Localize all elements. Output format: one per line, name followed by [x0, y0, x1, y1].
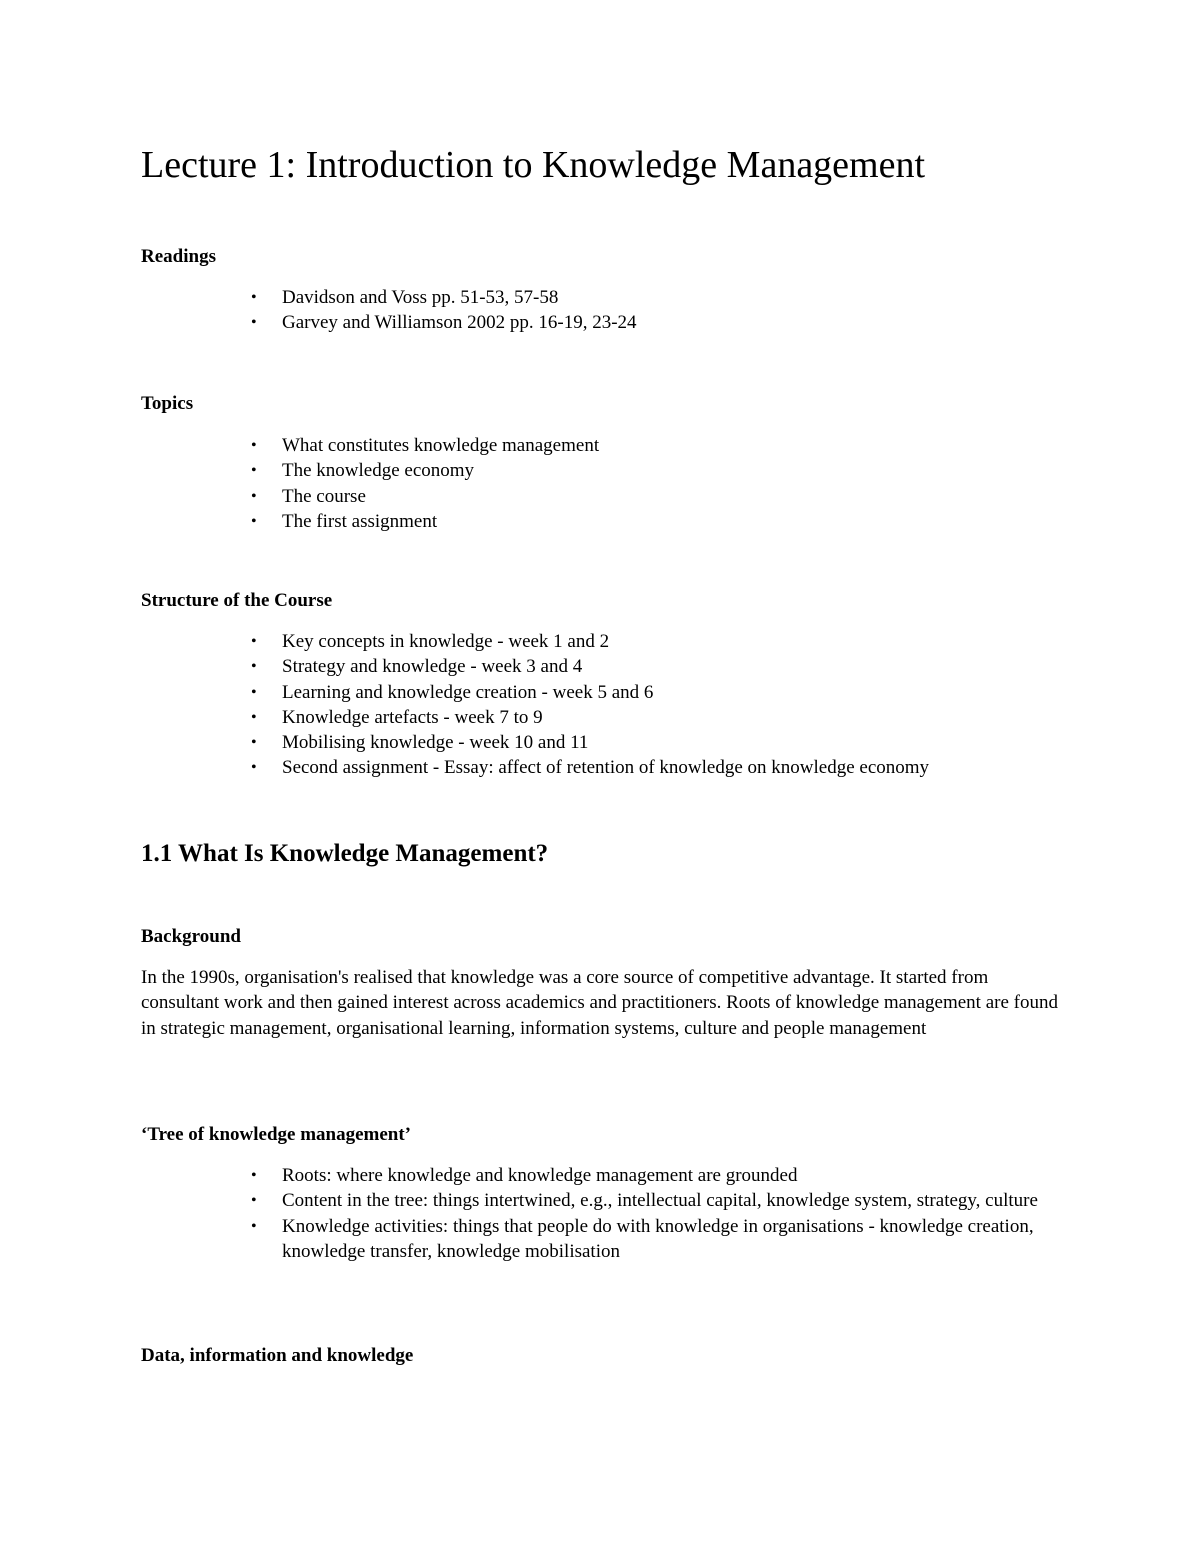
bullet-icon: • [251, 314, 257, 332]
list-item [0, 509, 1200, 534]
list-item [0, 484, 1200, 509]
list-item [0, 730, 1200, 755]
bullet-icon: • [251, 683, 257, 701]
bullet-icon: • [251, 1167, 257, 1184]
list-item-text: Knowledge artefacts - week 7 to 9 [282, 706, 543, 728]
list-item [0, 1163, 1200, 1188]
bullet-icon: • [251, 658, 257, 676]
list-item [0, 1188, 1200, 1213]
list-item-text: Knowledge activities: things that people do with knowledge in organisations - knowledge creation, knowledge transfer, knowledge mobilisation [282, 1215, 1034, 1262]
list-item-text: The first assignment [282, 510, 438, 532]
list-item-text: Mobilising knowledge - week 10 and 11 [282, 732, 589, 754]
bullet-icon: • [251, 487, 257, 505]
list-item [0, 629, 1200, 654]
bullet-icon: • [251, 1217, 257, 1235]
document-title: Lecture 1: Introduction to Knowledge Management [141, 144, 926, 186]
tree-list [0, 1163, 1200, 1264]
list-item [0, 680, 1200, 705]
list-item-text: Content in the tree: things intertwined, e.g., intellectual capital, knowledge system, strategy, culture [282, 1190, 1038, 1212]
list-item [0, 285, 1200, 310]
bullet-icon: • [251, 462, 257, 480]
list-item [0, 433, 1200, 458]
bullet-icon: • [251, 289, 257, 306]
bullet-icon: • [251, 708, 257, 726]
list-item [0, 310, 1200, 335]
bullet-icon: • [251, 1192, 257, 1210]
readings-heading: Readings [141, 246, 216, 267]
list-item [0, 654, 1200, 679]
list-item-text: The knowledge economy [282, 460, 475, 482]
list-item-text: Second assignment - Essay: affect of retention of knowledge on knowledge economy [282, 757, 930, 779]
topics-list [0, 433, 1200, 534]
list-item-text: Key concepts in knowledge - week 1 and 2 [282, 631, 610, 652]
bullet-icon: • [251, 759, 257, 777]
tree-heading: ‘Tree of knowledge management’ [141, 1124, 411, 1145]
list-item-text: Garvey and Williamson 2002 pp. 16-19, 23-24 [282, 312, 637, 334]
section-title: 1.1 What Is Knowledge Management? [141, 840, 549, 867]
list-item-text: What constitutes knowledge management [282, 435, 600, 456]
list-item-text: Davidson and Voss pp. 51-53, 57-58 [282, 287, 559, 308]
bullet-icon: • [251, 734, 257, 752]
list-item-text: The course [282, 485, 366, 507]
list-item [0, 755, 1200, 780]
background-heading: Background [141, 926, 241, 947]
topics-heading: Topics [141, 393, 194, 414]
list-item [0, 1214, 1200, 1265]
list-item-text: Strategy and knowledge - week 3 and 4 [282, 656, 583, 678]
structure-list [0, 629, 1200, 781]
list-item-text: Learning and knowledge creation - week 5 and 6 [282, 681, 654, 703]
list-item [0, 705, 1200, 730]
structure-heading: Structure of the Course [141, 590, 333, 611]
list-item [0, 458, 1200, 483]
bullet-icon: • [251, 512, 257, 530]
background-paragraph: In the 1990s, organisation's realised that knowledge was a core source of competitive advantage. It started from consultant work and then gained interest across academics and practitioners. Roots of knowledge management are found in strategic management, organisational learning, information systems, culture and people management [141, 967, 1058, 1039]
bullet-icon: • [251, 633, 257, 650]
data-information-heading: Data, information and knowledge [141, 1345, 414, 1366]
readings-list [0, 285, 1200, 336]
list-item-text: Roots: where knowledge and knowledge management are grounded [282, 1165, 798, 1186]
bullet-icon: • [251, 437, 257, 454]
